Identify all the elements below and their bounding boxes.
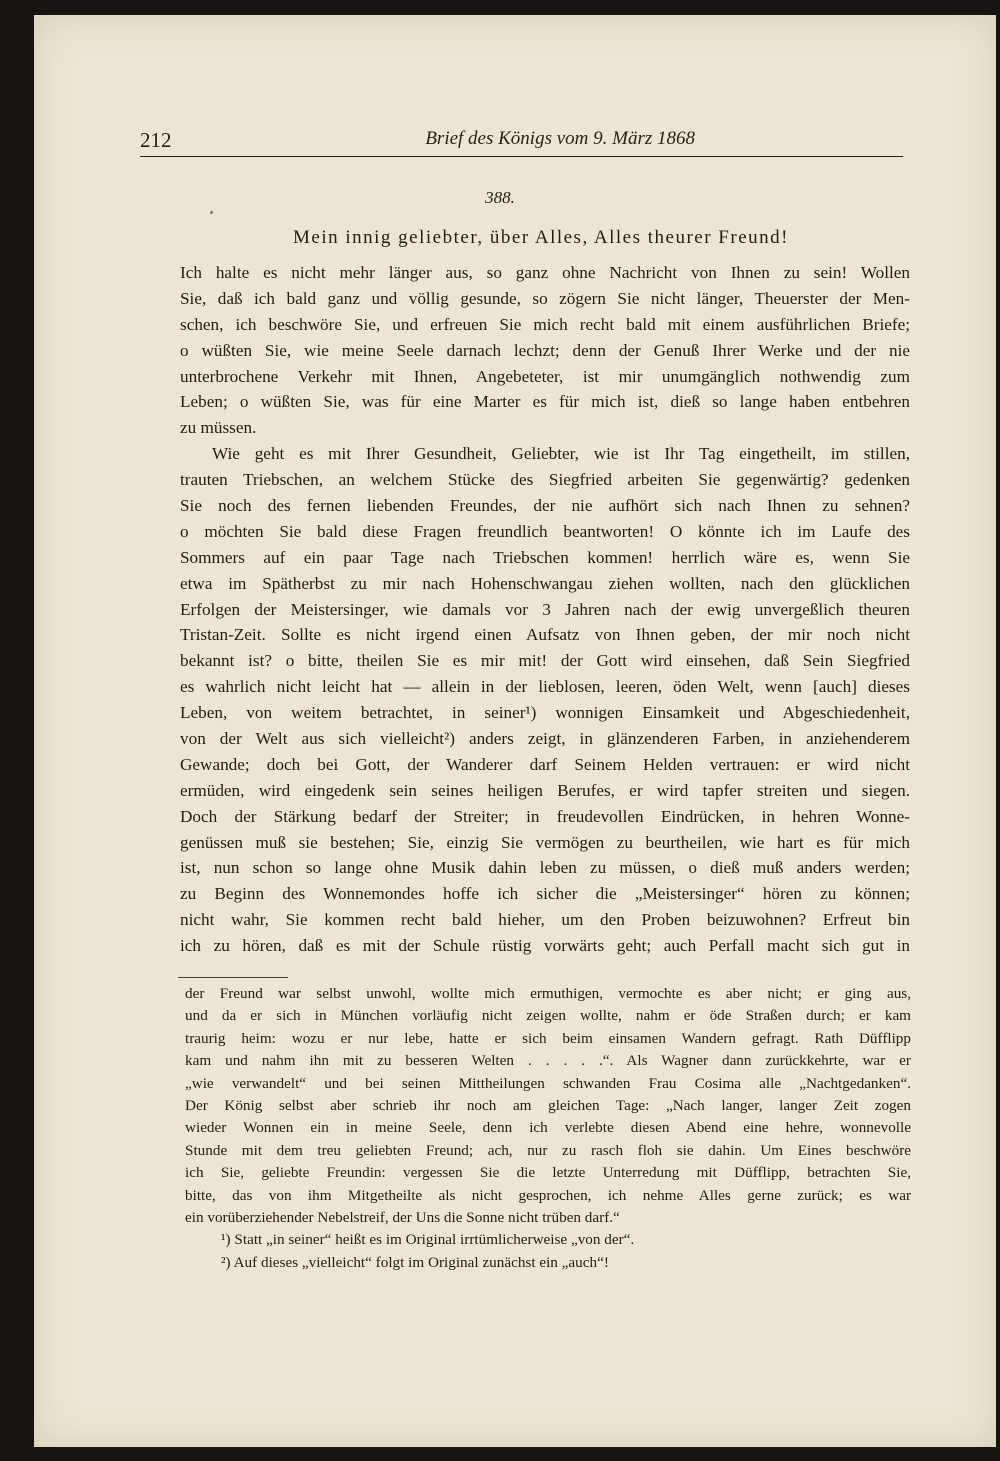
body-line: Leben; o wüßten Sie, was für eine Marter es für mich ist, dieß so lange haben entbehren <box>180 392 910 412</box>
body-line: o möchten Sie bald diese Fragen freundlich beantworten! O könnte ich im Laufe des <box>180 521 910 541</box>
note-line: Der König selbst aber schrieb ihr noch am gleichen Tage: „Nach langer, langer Zeit zogen <box>185 1096 911 1114</box>
body-line: ermüden, wird eingedenk sein seines heiligen Berufes, er wird tapfer streiten und siegen. <box>180 780 910 800</box>
note-line: ein vorüberziehender Nebelstreif, der Uns die Sonne nicht trüben darf.“ <box>185 1208 620 1226</box>
page-number: 212 <box>140 128 172 152</box>
body-line: bekannt ist? o bitte, theilen Sie es mir mit! der Gott wird einsehen, daß Sein Siegfried <box>180 651 910 671</box>
note-line: „wie verwandelt“ und bei seinen Mittheilungen schwanden Frau Cosima alle „Nachtgedanken“. <box>185 1074 911 1092</box>
footnote-divider <box>178 977 288 978</box>
note-line: bitte, das von ihm Mitgetheilte als nicht gesprochen, ich nehme Alles gerne zurück; es war <box>185 1186 911 1204</box>
note-line: und da er sich in München vorläufig nicht zeigen wollte, nahm er öde Straßen durch; er kam <box>185 1007 911 1025</box>
body-line: Ich halte es nicht mehr länger aus, so ganz ohne Nachricht von Ihnen zu sein! Wollen <box>180 263 910 282</box>
page-header <box>140 126 903 157</box>
body-line: ist, nun schon so lange ohne Musik dahin leben zu müssen, o dieß muß anders werden; <box>180 858 910 878</box>
body-line: Sie, daß ich bald ganz und völlig gesunde, so zögern Sie nicht länger, Theuerster der Men- <box>180 288 910 308</box>
note-line: kam und nahm ihn mit zu besseren Welten . . . . .“. Als Wagner dann zurückkehrte, war er <box>185 1052 911 1070</box>
body-line: Wie geht es mit Ihrer Gesundheit, Geliebter, wie ist Ihr Tag eingetheilt, im stillen, <box>212 444 910 464</box>
running-title: Brief des Königs vom 9. März 1868 <box>425 128 695 149</box>
letter-body <box>180 260 910 959</box>
footnote-2: ²) Auf dieses „vielleicht“ folgt im Original zunächst ein „auch“! <box>221 1253 609 1271</box>
body-line: zu Beginn des Wonnemondes hoffe ich sicher die „Meistersinger“ hören zu können; <box>180 884 910 904</box>
body-line: Tristan-Zeit. Sollte es nicht irgend einen Aufsatz von Ihnen geben, der mir noch nicht <box>180 625 910 645</box>
body-line: Leben, von weitem betrachtet, in seiner¹) wonnigen Einsamkeit und Abgeschiedenheit, <box>180 703 910 723</box>
body-line: o wüßten Sie, wie meine Seele darnach lechzt; denn der Genuß Ihrer Werke und der nie <box>180 340 910 360</box>
body-line: schen, ich beschwöre Sie, und erfreuen Sie mich recht bald mit einem ausführlichen Briefe; <box>180 314 910 334</box>
body-line: Gewande; doch bei Gott, der Wanderer darf Seinem Helden vertrauen: er wird nicht <box>180 754 910 774</box>
note-line: Stunde mit dem treu geliebten Freund; ach, nur zu rasch floh sie dahin. Um Eines beschwöre <box>185 1141 911 1159</box>
body-line: Doch der Stärkung bedarf der Streiter; in freudevollen Eindrücken, in hehren Wonne- <box>180 806 910 826</box>
paper-speck <box>210 211 213 214</box>
body-line: ich zu hören, daß es mit der Schule rüstig vorwärts geht; auch Perfall macht sich gut in <box>180 936 910 956</box>
body-line: etwa im Spätherbst zu mir nach Hohenschwangau ziehen wollten, nach den glücklichen <box>180 573 910 593</box>
body-line: Erfolgen der Meistersinger, wie damals vor 3 Jahren nach der ewig unvergeßlich theuren <box>180 599 910 619</box>
note-line: ich Sie, geliebte Freundin: vergessen Sie die letzte Unterredung mit Düfflipp, betrachten Sie, <box>185 1164 911 1182</box>
body-line: nicht wahr, Sie kommen recht bald hieher, um den Proben beizuwohnen? Erfreut bin <box>180 910 910 930</box>
body-line: von der Welt aus sich vielleicht²) anders zeigt, in glänzenderen Farben, in anziehenderem <box>180 729 910 749</box>
footnotes-block <box>185 983 911 1274</box>
footnote-1: ¹) Statt „in seiner“ heißt es im Original irrtümlicherweise „von der“. <box>221 1231 635 1249</box>
body-line: genüssen muß sie bestehen; Sie, einzig Sie vermögen zu beurtheilen, wie hart es für mich <box>180 832 910 852</box>
body-line: trauten Triebschen, an welchem Stücke des Siegfried arbeiten Sie gegenwärtig? gedenken <box>180 470 910 490</box>
note-line: traurig heim: wozu er nur lebe, hatte er sich beim einsamen Wandern gefragt. Rath Düfflipp <box>185 1029 911 1047</box>
salutation: Mein innig geliebter, über Alles, Alles theurer Freund! <box>293 227 789 248</box>
body-line: Sommers auf ein paar Tage nach Triebschen kommen! herrlich wäre es, wenn Sie <box>180 547 910 567</box>
body-line: es wahrlich nicht leicht hat — allein in der lieblosen, leeren, öden Welt, wenn [auch] dieses <box>180 677 910 697</box>
body-line: Sie noch des fernen liebenden Freundes, der nie aufhört sich nach Ihnen zu sehnen? <box>180 496 910 516</box>
body-line: zu müssen. <box>180 418 257 438</box>
body-line: unterbrochene Verkehr mit Ihnen, Angebeteter, ist mir unumgänglich nothwendig zum <box>180 366 910 386</box>
note-line: wieder Wonnen ein in meine Seele, denn ich verlebte diesen Abend eine hehre, wonnevolle <box>185 1119 911 1137</box>
letter-number: 388. <box>485 188 515 207</box>
note-line: der Freund war selbst unwohl, wollte mich ermuthigen, vermochte es aber nicht; er ging aus, <box>185 985 911 1002</box>
